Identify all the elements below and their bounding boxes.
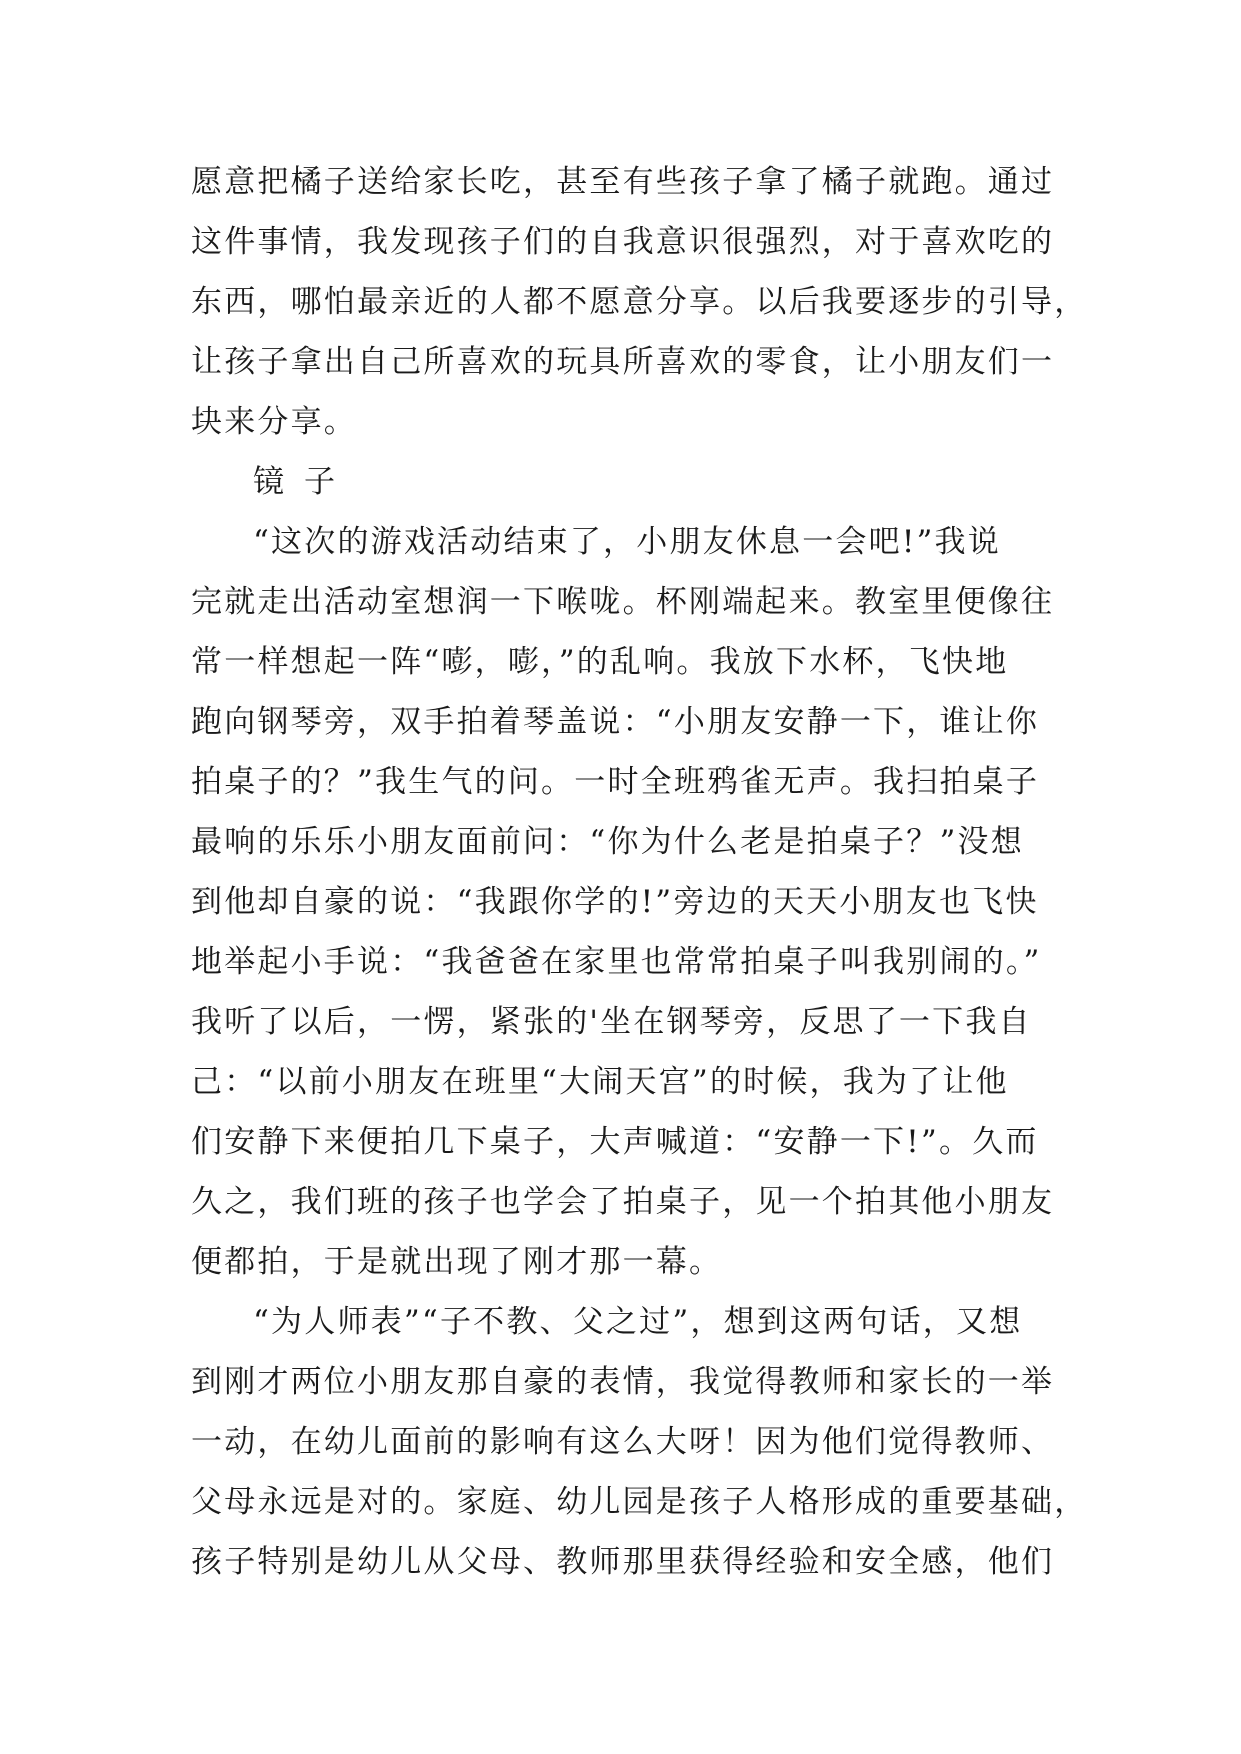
paragraph-start-line: “这次的游戏活动结束了，小朋友休息一会吧!”我说 — [253, 524, 1001, 560]
text-line: 己：“以前小朋友在班里“大闹天宫”的时候，我为了让他 — [191, 1064, 1009, 1100]
text-line: 孩子特别是幼儿从父母、教师那里获得经验和安全感，他们 — [191, 1544, 1055, 1580]
text-line: 常一样想起一阵“嘭，嘭，”的乱响。我放下水杯，飞快地 — [191, 644, 1009, 680]
text-line: 完就走出活动室想润一下喉咙。杯刚端起来。教室里便像往 — [191, 584, 1055, 620]
text-line: 东西，哪怕最亲近的人都不愿意分享。以后我要逐步的引导， — [191, 284, 1088, 320]
section-title: 镜子 — [253, 464, 355, 500]
text-line: 一动，在幼儿面前的影响有这么大呀！因为他们觉得教师、 — [191, 1424, 1055, 1460]
text-line: 便都拍，于是就出现了刚才那一幕。 — [191, 1244, 723, 1280]
text-line: 拍桌子的？”我生气的问。一时全班鸦雀无声。我扫拍桌子 — [191, 764, 1040, 800]
text-line: 跑向钢琴旁，双手拍着琴盖说：“小朋友安静一下，谁让你 — [191, 704, 1040, 740]
text-line: 到他却自豪的说：“我跟你学的!”旁边的天天小朋友也飞快 — [191, 884, 1039, 920]
text-line: 我听了以后，一愣，紧张的'坐在钢琴旁，反思了一下我自 — [191, 1004, 1032, 1040]
text-line: 到刚才两位小朋友那自豪的表情，我觉得教师和家长的一举 — [191, 1364, 1055, 1400]
text-line: 们安静下来便拍几下桌子，大声喊道：“安静一下!”。久而 — [191, 1124, 1039, 1160]
text-line: 这件事情，我发现孩子们的自我意识很强烈，对于喜欢吃的 — [191, 224, 1055, 260]
body-text — [191, 152, 1088, 1592]
text-line: 地举起小手说：“我爸爸在家里也常常拍桌子叫我别闹的。” — [191, 944, 1042, 980]
text-line: 久之，我们班的孩子也学会了拍桌子，见一个拍其他小朋友 — [191, 1184, 1055, 1220]
paragraph-start-line: “为人师表”“子不教、父之过”，想到这两句话，又想 — [253, 1304, 1023, 1340]
text-line: 愿意把橘子送给家长吃，甚至有些孩子拿了橘子就跑。通过 — [191, 164, 1055, 200]
text-line: 让孩子拿出自己所喜欢的玩具所喜欢的零食，让小朋友们一 — [191, 344, 1055, 380]
text-line: 块来分享。 — [191, 404, 357, 440]
text-line: 最响的乐乐小朋友面前问：“你为什么老是拍桌子？”没想 — [191, 824, 1024, 860]
text-line: 父母永远是对的。家庭、幼儿园是孩子人格形成的重要基础， — [191, 1484, 1088, 1520]
